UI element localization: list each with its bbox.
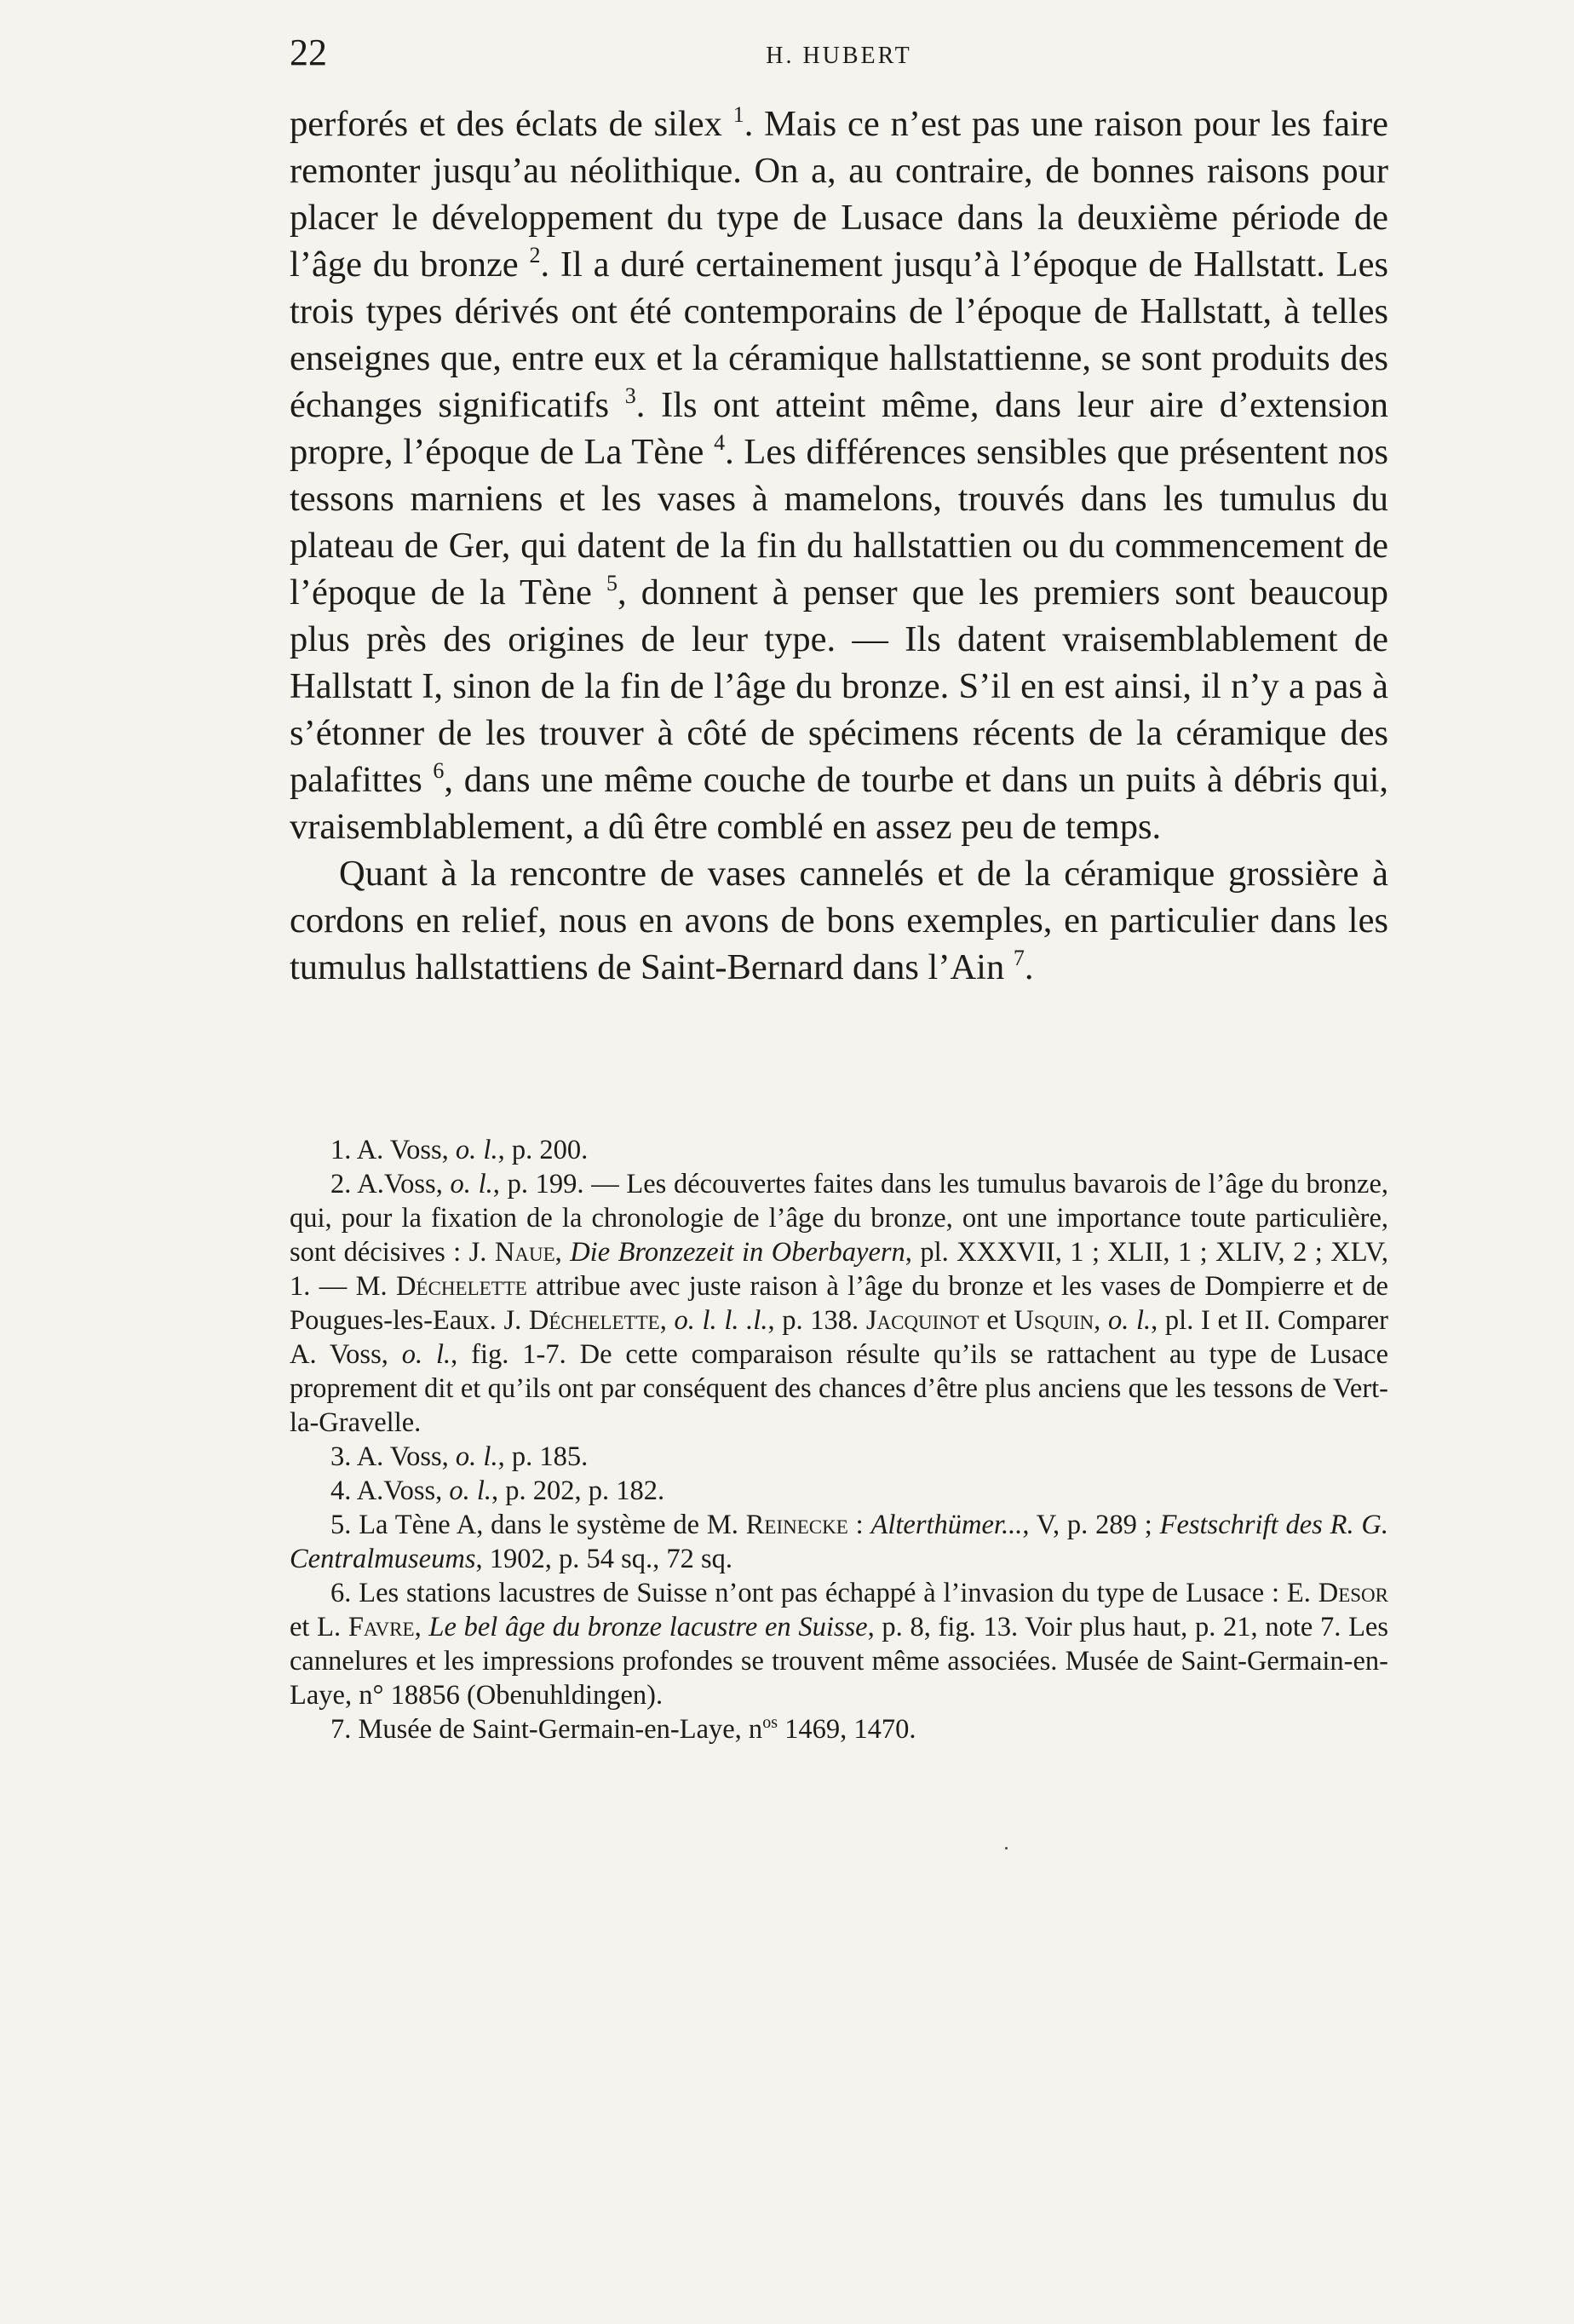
text-run: , [659, 1305, 675, 1336]
text-run: , 1902, p. 54 sq., 72 sq. [475, 1544, 733, 1574]
text-run: attribue avec juste raison à l’âge du bronze et les vases de Dompierre et de Pougues-les-Eaux. J. [290, 1271, 1388, 1336]
author-name: Usquin [1014, 1305, 1094, 1336]
running-head: H. HUBERT [766, 43, 912, 69]
text-run: 5. La Tène A, dans le système de M. [330, 1510, 746, 1540]
text-run: , [554, 1237, 571, 1268]
text-run: , p. 138. [767, 1305, 866, 1336]
author-name: Reinecke [745, 1510, 848, 1540]
author-name: Déchelette [396, 1271, 527, 1302]
text-run: 1469, 1470. [777, 1714, 916, 1745]
text-run: , donnent à penser que les premiers sont beaucoup plus près des origines de leur type. — Ils datent vraisemblablement de Hallstatt I, sinon de la fin de l’âge du bronze. S’il en est ainsi, il n’y a pas à s’étonner de les trouver à côté de spécimens récents de la céramique des palafittes [290, 572, 1389, 800]
text-run: perforés et des éclats de silex [290, 104, 722, 144]
text-run: 6. Les stations lacustres de Suisse n’ont pas échappé à l’invasion du type de Lusace : E. [330, 1578, 1318, 1608]
italic-run: Le bel âge du bronze lacustre en Suisse [428, 1612, 868, 1642]
footnote-7 [290, 1712, 1388, 1746]
text-run: 2. A.Voss, [330, 1169, 451, 1199]
page-number: 22 [290, 32, 327, 73]
italic-run: Festschrift des R. G. Centralmuseums [290, 1510, 1388, 1574]
text-run: , pl. XXXVII, 1 ; XLII, 1 ; XLIV, 2 ; XLV, 1. — M. [290, 1237, 1389, 1302]
footnote-ref-1: 1 [732, 102, 744, 127]
text-run: , p. 185. [497, 1441, 589, 1472]
footnote-ref-2: 2 [529, 243, 541, 267]
italic-run: o. l. [455, 1441, 498, 1472]
text-run: , p. 202, p. 182. [491, 1476, 665, 1506]
footnote-4 [290, 1474, 1388, 1508]
italic-run: o. l. [1107, 1305, 1152, 1336]
footnote-5 [290, 1508, 1388, 1576]
footnote-ref-7: 7 [1013, 946, 1025, 970]
text-run: , p. 8, fig. 13. Voir plus haut, p. 21, note 7. Les cannelures et les impressions profondes se trouvent même associées. Musée de Saint-Germain-en-Laye, n° 18856 (Obenuhldingen). [290, 1612, 1388, 1711]
italic-run: o. l. [455, 1135, 498, 1165]
footnote-ref-4: 4 [714, 430, 726, 455]
text-run: : [847, 1510, 871, 1540]
footnote-2 [290, 1167, 1388, 1440]
footnotes [290, 1133, 1388, 1746]
ink-speck [1005, 1847, 1008, 1849]
footnote-6 [290, 1576, 1388, 1712]
text-run: 4. A.Voss, [330, 1476, 450, 1506]
footnote-ref-3: 3 [624, 383, 636, 408]
text-run: 3. A. Voss, [330, 1441, 456, 1472]
italic-run: o. l. l. .l. [674, 1305, 768, 1336]
text-run: , pl. I et II. Comparer A. Voss, [290, 1305, 1389, 1370]
text-run: , dans une même couche de tourbe et dans un puits à débris qui, vraisemblablement, a dû être comblé en assez peu de temps. [290, 760, 1389, 847]
text-run: . Ils ont atteint même, dans leur aire d’extension propre, l’époque de La Tène [290, 385, 1389, 472]
author-name: Naue [494, 1237, 555, 1268]
footnote-1 [290, 1133, 1388, 1167]
author-name: Desor [1318, 1578, 1388, 1608]
text-run: et L. [290, 1612, 348, 1642]
text-run: et [979, 1305, 1014, 1336]
superscript: os [762, 1713, 778, 1733]
main-text [290, 101, 1388, 991]
text-run: , [414, 1612, 429, 1642]
text-run: , p. 200. [497, 1135, 589, 1165]
text-run: , V, p. 289 ; [1022, 1510, 1160, 1540]
italic-run: Die Bronzezeit in Oberbayern [570, 1237, 905, 1268]
text-run: 7. Musée de Saint-Germain-en-Laye, n [330, 1714, 763, 1745]
page-header [290, 31, 1388, 82]
italic-run: o. l. [449, 1476, 492, 1506]
text-run: . Mais ce n’est pas une raison pour les faire remonter jusqu’au néolithique. On a, au contraire, de bonnes raisons pour placer le développement du type de Lusace dans la deuxième période de l’âge du bronze [290, 104, 1388, 285]
footnote-3 [290, 1440, 1388, 1474]
text-run: , fig. 1-7. De cette comparaison résulte qu’ils se rattachent au type de Lusace proprement dit et qu’ils ont par conséquent des chances d’être plus anciens que les tessons de Vert-la-Gravelle. [290, 1339, 1388, 1438]
italic-run: o. l. [450, 1169, 493, 1199]
footnote-ref-6: 6 [433, 758, 445, 783]
author-name: Jacquinot [865, 1305, 979, 1336]
footnote-ref-5: 5 [606, 571, 618, 595]
text-run: , p. 199. — Les découvertes faites dans les tumulus bavarois de l’âge du bronze, qui, pour la fixation de la chronologie de l’âge du bronze, ont une importance toute particulière, sont décisives : J. [290, 1169, 1388, 1268]
text-run: . Les différences sensibles que présentent nos tessons marniens et les vases à mamelons, trouvés dans les tumulus du plateau de Ger, qui datent de la fin du hallstattien ou du commencement de l’époque de la Tène [290, 432, 1389, 613]
author-name: Favre [348, 1612, 415, 1642]
italic-run: o. l. [401, 1339, 451, 1370]
text-run: . Il a duré certainement jusqu’à l’époque de Hallstatt. Les trois types dérivés ont été contemporains de l’époque de Hallstatt, à telles enseignes que, entre eux et la céramique hallstattienne, se sont produits des échanges significatifs [290, 244, 1388, 425]
italic-run: Alterthümer... [870, 1510, 1023, 1540]
text-run: Quant à la rencontre de vases cannelés et de la céramique grossière à cordons en relief, nous en avons de bons exemples, en particulier dans les tumulus hallstattiens de Saint-Bernard dans l’Ain [290, 854, 1388, 987]
text-run: , [1094, 1305, 1108, 1336]
text-run: . [1024, 947, 1034, 987]
author-name: Déchelette [528, 1305, 660, 1336]
paragraph-1 [290, 101, 1388, 850]
text-run: 1. A. Voss, [330, 1135, 456, 1165]
paragraph-2 [290, 850, 1388, 991]
